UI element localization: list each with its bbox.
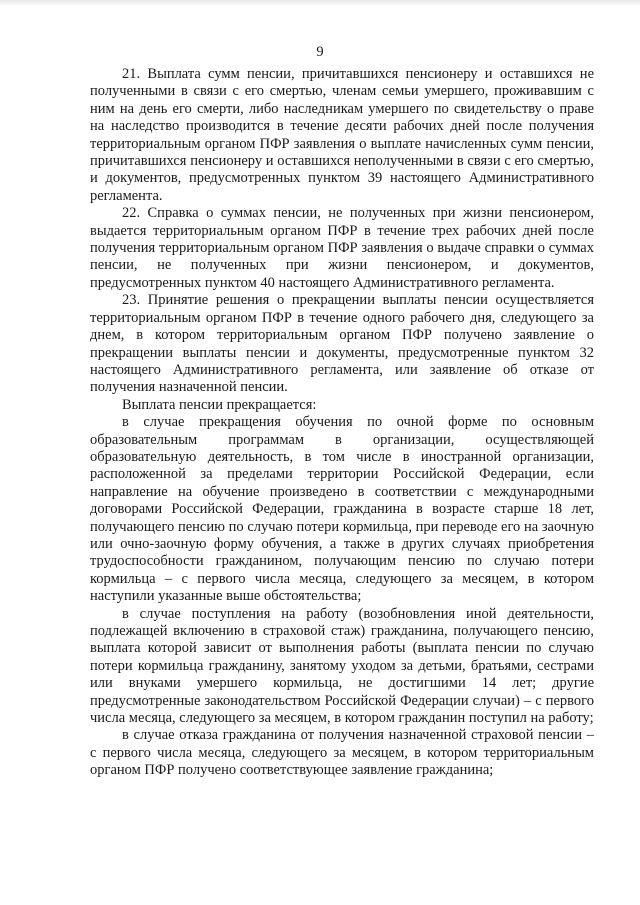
- paragraph-22: 22. Справка о суммах пенсии, не полученных при жизни пенсионером, выдается территориальным органом ПФР в течение трех рабочих дней после получения территориальным органом ПФР заявления о выдаче справки о суммах пенсии, не полученных при жизни пенсионером, и документов, предусмотренных пунктом 40 настоящего Административного регламента.: [90, 205, 594, 291]
- paragraph-termination-study: в случае прекращения обучения по очной форме по основным образовательным программам в организации, осуществляющей образовательную деятельность, в том числе в иностранной организации, расположенной за пределами территории Российской Федерации, если направление на обучение произведено в соответствии с международными договорами Российской Федерации, гражданина в возрасте старше 18 лет, получающего пенсию по случаю потери кормильца, при переводе его на заочную или очно-заочную форму обучения, а также в других случаях приобретения трудоспособности гражданином, получающим пенсию по случаю потери кормильца – с первого числа месяца, следующего за месяцем, в котором наступили указанные выше обстоятельства;: [90, 414, 594, 605]
- scan-edge: [0, 0, 640, 6]
- document-body: [90, 66, 594, 780]
- paragraph-termination-intro: Выплата пенсии прекращается:: [122, 396, 317, 413]
- paragraph-termination-employment: в случае поступления на работу (возобновления иной деятельности, подлежащей включению в страховой стаж) гражданина, получающего пенсию, выплата которой зависит от выполнения работы (выплата пенсии по случаю потери кормильца гражданину, занятому уходом за детьми, братьями, сестрами или внуками умершего кормильца, не достигшими 14 лет; другие предусмотренные законодательством Российской Федерации случаи) – с первого числа месяца, следующего за месяцем, в котором гражданин поступил на работу;: [90, 605, 594, 727]
- paragraph-termination-refusal: в случае отказа гражданина от получения назначенной страховой пенсии – с первого числа месяца, следующего за месяцем, в котором территориальным органом ПФР получено соответствующее заявление гражданина;: [90, 727, 594, 779]
- page-number: 9: [316, 44, 324, 60]
- paragraph-23: 23. Принятие решения о прекращении выплаты пенсии осуществляется территориальным органом ПФР в течение одного рабочего дня, следующего за днем, в котором территориальным органом ПФР получено заявление о прекращении выплаты пенсии и документы, предусмотренные пунктом 32 настоящего Административного регламента, или заявление об отказе от получения назначенной пенсии.: [90, 292, 594, 396]
- paragraph-21: 21. Выплата сумм пенсии, причитавшихся пенсионеру и оставшихся не полученными в связи с его смертью, членам семьи умершего, проживавшим с ним на день его смерти, либо наследникам умершего по свидетельству о праве на наследство производится в течение десяти рабочих дней после получения территориальным органом ПФР заявления о выплате начисленных сумм пенсии, причитавшихся пенсионеру и оставшихся неполученными в связи с его смертью, и документов, предусмотренных пунктом 39 настоящего Административного регламента.: [90, 66, 594, 204]
